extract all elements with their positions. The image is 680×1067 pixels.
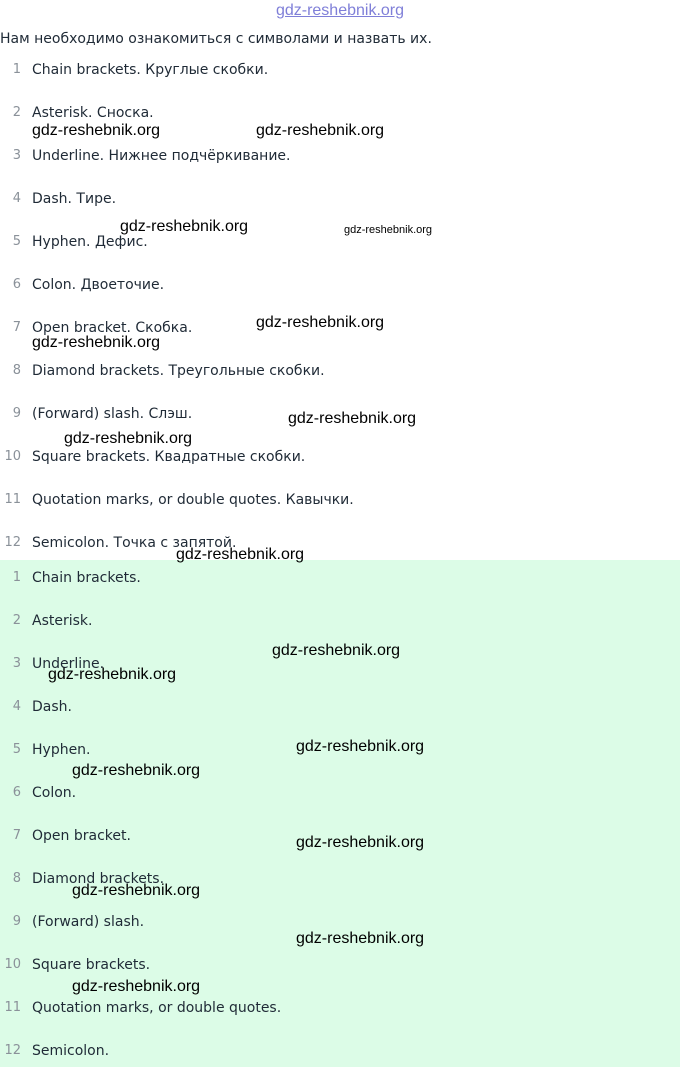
item-text: (Forward) slash. Слэш.	[32, 406, 193, 422]
item-number: 5	[12, 234, 21, 249]
item-number: 10	[4, 449, 21, 464]
item-number: 3	[12, 656, 21, 671]
item-number: 4	[12, 699, 21, 714]
watermark: gdz-reshebnik.org	[72, 882, 201, 899]
item-number: 11	[4, 1000, 21, 1015]
watermark: gdz-reshebnik.org	[72, 978, 201, 995]
item-text: Dash.	[32, 699, 72, 715]
item-text: Colon.	[32, 785, 77, 801]
item-number: 9	[12, 406, 21, 421]
item-text: (Forward) slash.	[32, 914, 145, 930]
item-number: 8	[12, 871, 21, 886]
watermark: gdz-reshebnik.org	[272, 642, 401, 659]
item-text: Square brackets.	[32, 957, 151, 973]
item-text: Diamond brackets. Треугольные скобки.	[32, 363, 325, 379]
watermark: gdz-reshebnik.org	[64, 430, 193, 447]
item-text: Chain brackets.	[32, 570, 141, 586]
item-number: 8	[12, 363, 21, 378]
item-number: 1	[12, 62, 21, 77]
item-number: 10	[4, 957, 21, 972]
item-text: Hyphen. Дефис.	[32, 234, 148, 250]
item-number: 12	[4, 1043, 21, 1058]
watermark: gdz-reshebnik.org	[288, 410, 417, 427]
item-number: 1	[12, 570, 21, 585]
watermark: gdz-reshebnik.org	[256, 314, 385, 331]
watermark: gdz-reshebnik.org	[48, 666, 177, 683]
item-number: 6	[12, 277, 21, 292]
watermark: gdz-reshebnik.org	[296, 930, 425, 947]
watermark: gdz-reshebnik.org	[344, 224, 433, 236]
intro-text: Нам необходимо ознакомиться с символами и назвать их.	[0, 31, 432, 47]
item-text: Semicolon. Точка с запятой.	[32, 535, 237, 551]
item-text: Asterisk.	[32, 613, 93, 629]
watermark: gdz-reshebnik.org	[176, 546, 305, 563]
item-text: Hyphen.	[32, 742, 91, 758]
item-text: Quotation marks, or double quotes.	[32, 1000, 282, 1016]
item-text: Semicolon.	[32, 1043, 110, 1059]
item-text: Square brackets. Квадратные скобки.	[32, 449, 306, 465]
item-text: Asterisk. Сноска.	[32, 105, 154, 121]
item-text: Colon. Двоеточие.	[32, 277, 165, 293]
item-text: Dash. Тире.	[32, 191, 117, 207]
watermark: gdz-reshebnik.org	[32, 122, 161, 139]
item-number: 3	[12, 148, 21, 163]
watermark: gdz-reshebnik.org	[72, 762, 201, 779]
item-number: 12	[4, 535, 21, 550]
watermark: gdz-reshebnik.org	[256, 122, 385, 139]
watermark: gdz-reshebnik.org	[296, 738, 425, 755]
item-text: Underline. Нижнее подчёркивание.	[32, 148, 291, 164]
item-number: 5	[12, 742, 21, 757]
watermark: gdz-reshebnik.org	[120, 218, 249, 235]
item-text: Quotation marks, or double quotes. Кавычки.	[32, 492, 354, 508]
item-number: 2	[12, 105, 21, 120]
item-text: Chain brackets. Круглые скобки.	[32, 62, 269, 78]
item-number: 6	[12, 785, 21, 800]
watermark: gdz-reshebnik.org	[296, 834, 425, 851]
item-text: Open bracket. Скобка.	[32, 320, 193, 336]
item-number: 11	[4, 492, 21, 507]
item-text: Open bracket.	[32, 828, 131, 844]
item-number: 9	[12, 914, 21, 929]
item-number: 2	[12, 613, 21, 628]
watermark: gdz-reshebnik.org	[32, 334, 161, 351]
item-text: Underline.	[32, 656, 105, 672]
item-number: 4	[12, 191, 21, 206]
item-number: 7	[12, 320, 21, 335]
item-text: Diamond brackets.	[32, 871, 165, 887]
item-number: 7	[12, 828, 21, 843]
site-link[interactable]: gdz-reshebnik.org	[275, 2, 405, 19]
